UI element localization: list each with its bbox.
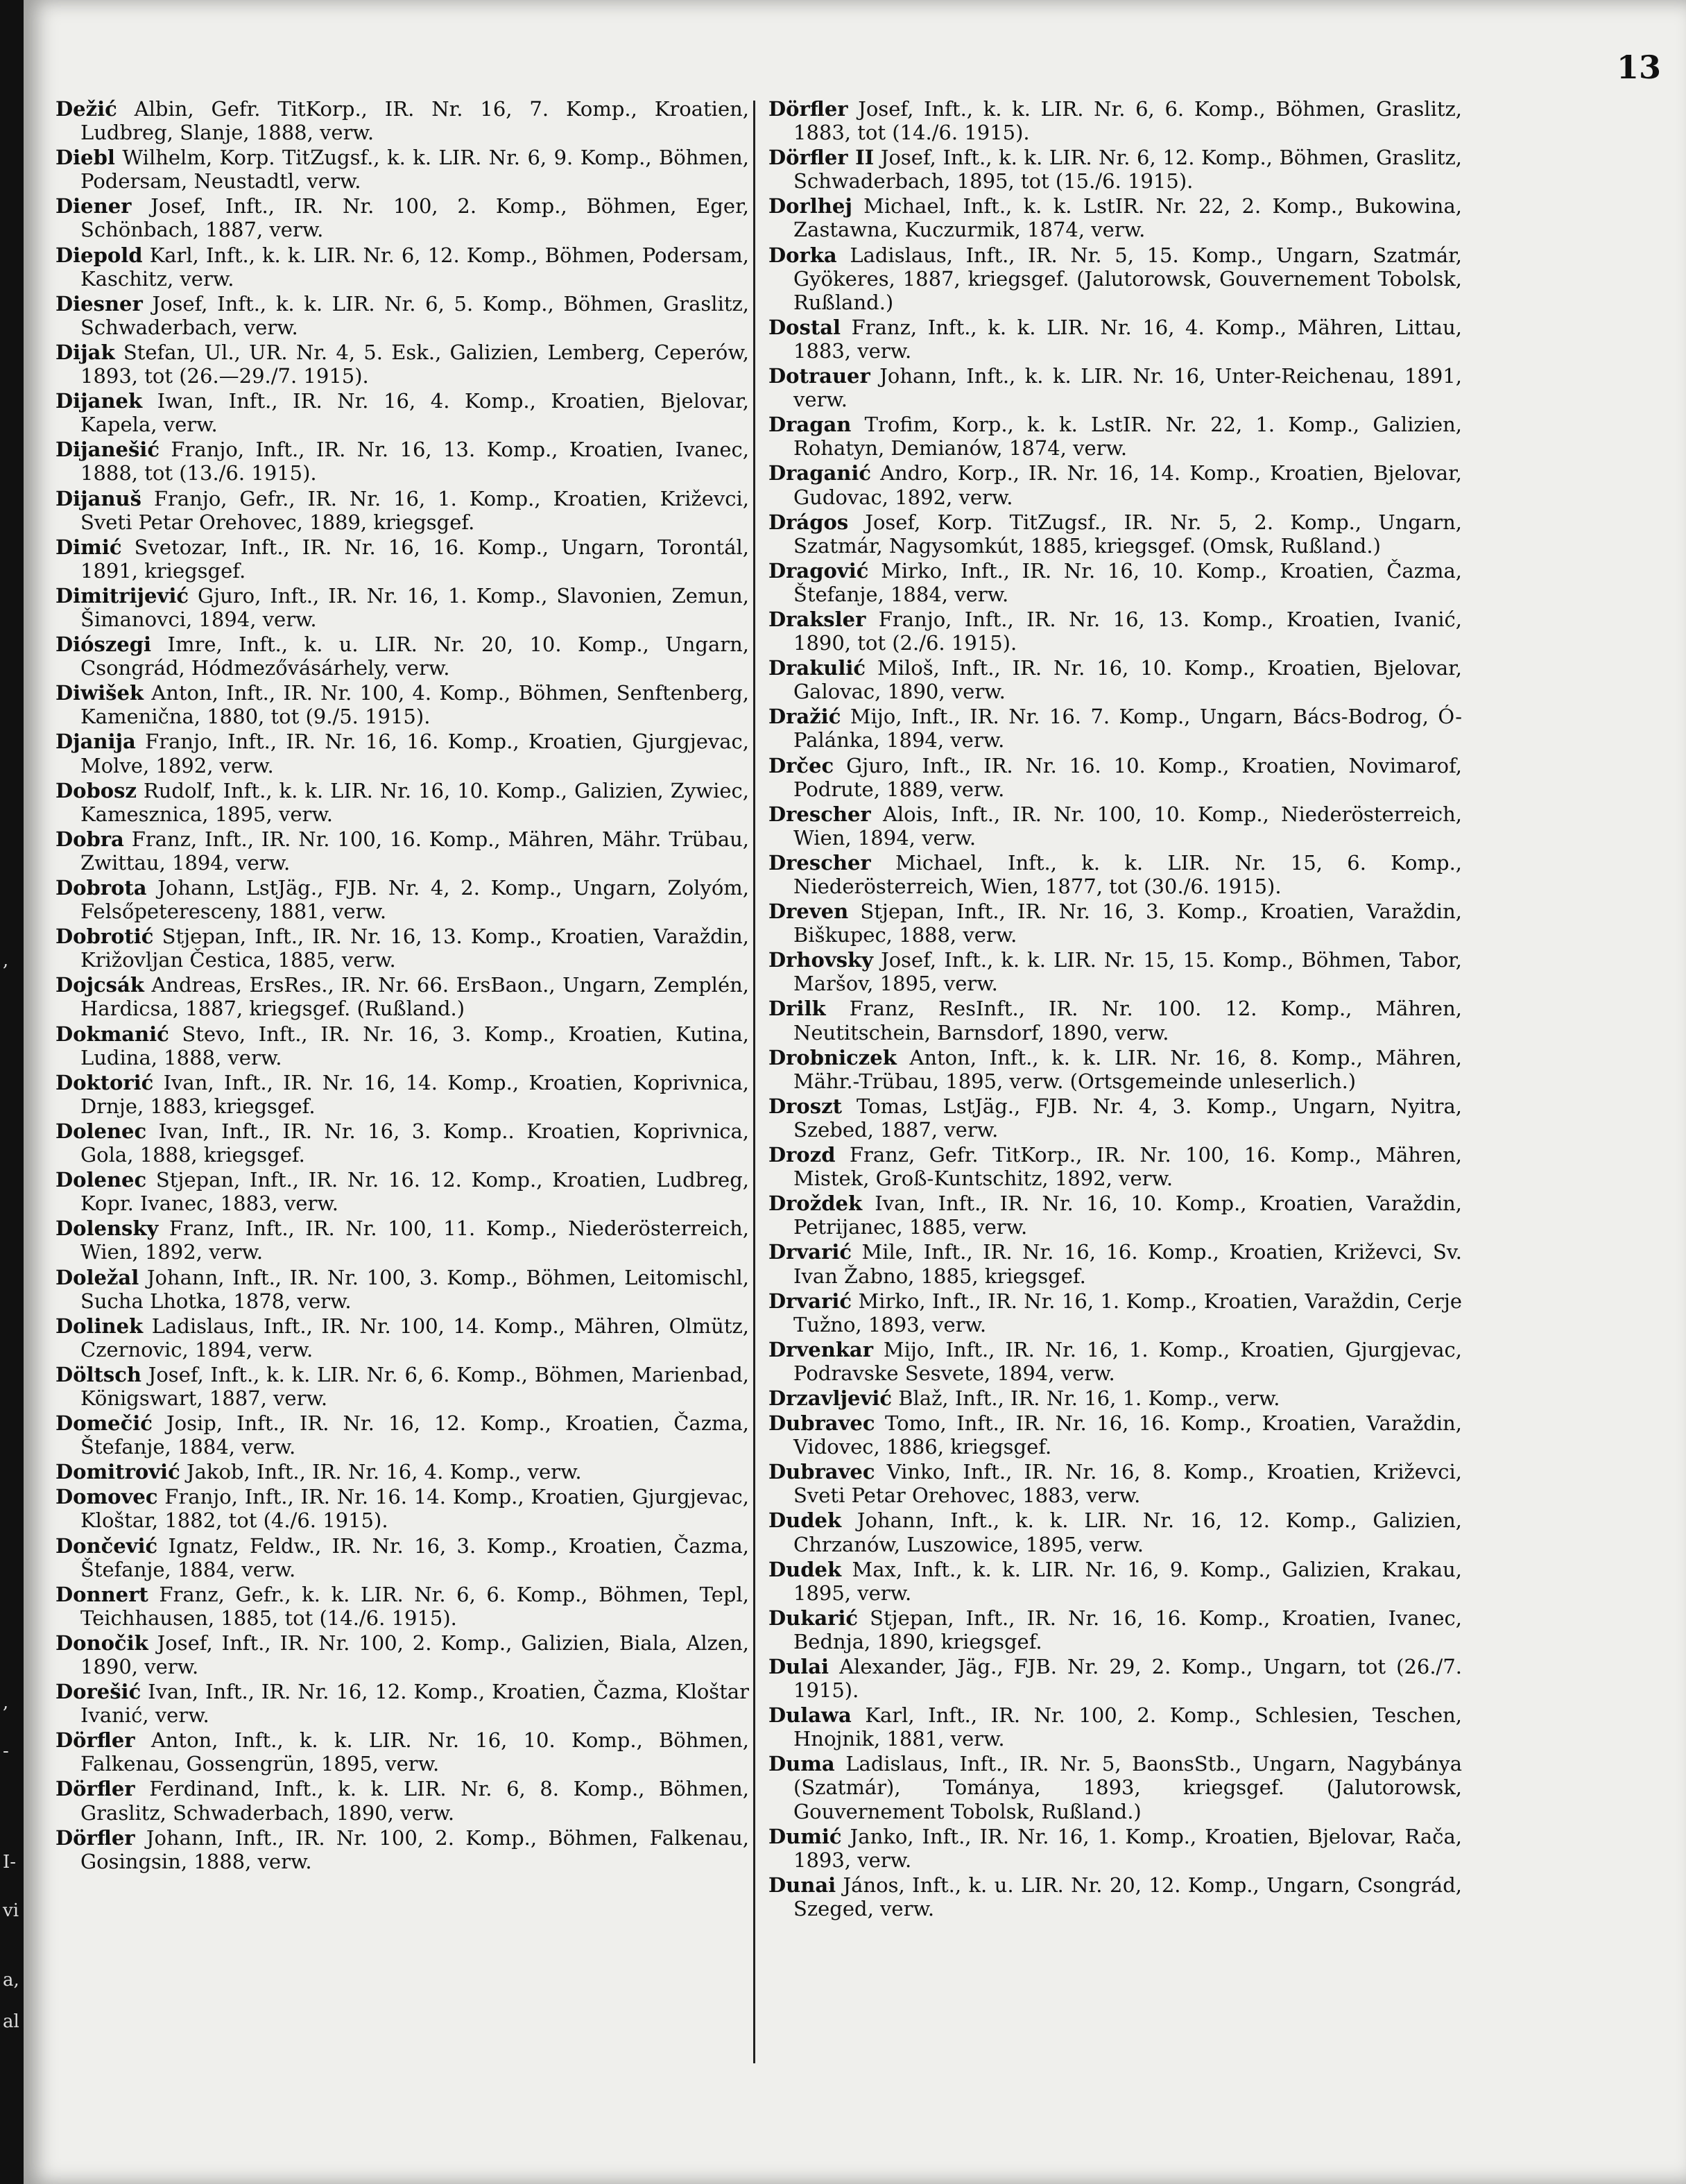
list-item: [768, 559, 1462, 606]
entry-name: Doležal: [55, 1265, 139, 1289]
page-number: 13: [1616, 49, 1661, 86]
entry-name: Donnert: [55, 1582, 148, 1606]
entry-name: Dijanuš: [55, 486, 141, 510]
entry-name: Dreven: [768, 900, 849, 924]
list-item: [768, 1655, 1462, 1702]
entry-text: Johann, Inft., IR. Nr. 100, 3. Komp., Böhmen, Leitomischl, Sucha Lhotka, 1878, verw.: [80, 1265, 749, 1313]
list-item: [768, 1606, 1462, 1653]
entry-text: Ivan, Inft., IR. Nr. 16, 14. Komp., Kroatien, Koprivnica, Drnje, 1883, kriegsgef.: [80, 1070, 749, 1118]
entry-name: Diesner: [55, 291, 143, 316]
entry-name: Dörfler: [55, 1777, 135, 1801]
list-item: [768, 1825, 1462, 1872]
list-item: [768, 1143, 1462, 1190]
list-item: [768, 1192, 1462, 1239]
entry-name: Draksler: [768, 607, 866, 631]
list-item: [55, 1534, 749, 1581]
list-item: [55, 97, 749, 144]
entry-name: Djanija: [55, 730, 136, 754]
list-item: [768, 802, 1462, 850]
entry-name: Dragović: [768, 558, 869, 583]
entry-text: Mirko, Inft., IR. Nr. 16, 10. Komp., Kroatien, Čazma, Štefanje, 1884, verw.: [793, 558, 1462, 606]
list-item: [768, 705, 1462, 752]
list-item: [768, 1289, 1462, 1336]
entry-name: Dunai: [768, 1873, 836, 1897]
list-item: [55, 1777, 749, 1824]
list-item: [768, 1094, 1462, 1142]
entry-name: Drescher: [768, 802, 871, 826]
entry-text: Tomas, LstJäg., FJB. Nr. 4, 3. Komp., Ungarn, Nyitra, Szebed, 1887, verw.: [793, 1094, 1462, 1142]
entry-text: Karl, Inft., k. k. LIR. Nr. 6, 12. Komp., Böhmen, Podersam, Kaschitz, verw.: [80, 243, 749, 291]
list-item: [768, 461, 1462, 508]
entry-text: Mile, Inft., IR. Nr. 16, 16. Komp., Kroatien, Križevci, Sv. Ivan Žabno, 1885, kriegsgef.: [793, 1240, 1463, 1288]
entry-name: Dudek: [768, 1508, 842, 1533]
entry-text: Ivan, Inft., IR. Nr. 16, 3. Komp.. Kroatien, Koprivnica, Gola, 1888, kriegsgef.: [80, 1119, 749, 1167]
entry-text: Trofim, Korp., k. k. LstIR. Nr. 22, 1. Komp., Galizien, Rohatyn, Demianów, 1874, verw.: [793, 413, 1462, 461]
list-item: [768, 194, 1462, 241]
list-item: [55, 973, 749, 1020]
list-item: [55, 341, 749, 388]
list-item: [55, 438, 749, 485]
entry-name: Dörfler: [768, 97, 848, 121]
entry-text: János, Inft., k. u. LIR. Nr. 20, 12. Komp., Ungarn, Csongrád, Szeged, verw.: [793, 1873, 1462, 1920]
list-item: [55, 389, 749, 436]
list-item: [768, 656, 1462, 703]
entry-name: Dobra: [55, 827, 124, 851]
entry-name: Doktorić: [55, 1070, 154, 1094]
entry-name: Duma: [768, 1752, 835, 1776]
entry-text: Josip, Inft., IR. Nr. 16, 12. Komp., Kroatien, Čazma, Štefanje, 1884, verw.: [80, 1411, 750, 1459]
entry-name: Diószegi: [55, 633, 152, 657]
entry-name: Domovec: [55, 1485, 158, 1509]
entry-text: Ivan, Inft., IR. Nr. 16, 10. Komp., Kroatien, Varaždin, Petrijanec, 1885, verw.: [793, 1192, 1462, 1239]
list-item: [55, 194, 749, 241]
margin-mark: ,: [3, 950, 9, 971]
entry-name: Dolenec: [55, 1168, 147, 1192]
entry-text: Franjo, Inft., IR. Nr. 16, 13. Komp., Kroatien, Ivanić, 1890, tot (2./6. 1915).: [793, 607, 1462, 655]
entry-text: Stjepan, Inft., IR. Nr. 16. 12. Komp., Kroatien, Ludbreg, Kopr. Ivanec, 1883, verw.: [80, 1168, 749, 1216]
list-item: [768, 1460, 1462, 1507]
entry-name: Dudek: [768, 1557, 842, 1581]
entry-text: Franjo, Inft., IR. Nr. 16, 13. Komp., Kroatien, Ivanec, 1888, tot (13./6. 1915).: [80, 438, 749, 485]
entry-name: Drilk: [768, 997, 826, 1021]
entry-text: Jakob, Inft., IR. Nr. 16, 4. Komp., verw.: [186, 1460, 582, 1484]
list-item: [55, 1022, 749, 1069]
list-item: [55, 779, 749, 826]
entry-name: Diebl: [55, 146, 115, 170]
list-item: [768, 851, 1462, 898]
entry-text: Iwan, Inft., IR. Nr. 16, 4. Komp., Kroatien, Bjelovar, Kapela, verw.: [80, 389, 749, 437]
list-item: [55, 925, 749, 972]
entry-text: Mijo, Inft., IR. Nr. 16, 1. Komp., Kroatien, Gjurgjevac, Podravske Sesvete, 1894, verw.: [793, 1337, 1462, 1385]
entry-text: Franjo, Inft., IR. Nr. 16, 16. Komp., Kroatien, Gjurgjevac, Molve, 1892, verw.: [80, 730, 750, 777]
entry-text: Andro, Korp., IR. Nr. 16, 14. Komp., Kroatien, Bjelovar, Gudovac, 1892, verw.: [793, 461, 1462, 509]
entry-name: Dorka: [768, 243, 837, 267]
left-column: [55, 97, 749, 1875]
margin-mark: I-: [3, 1852, 17, 1873]
list-item: [55, 1119, 749, 1167]
entry-text: Stefan, Ul., UR. Nr. 4, 5. Esk., Galizien, Lemberg, Ceperów, 1893, tot (26.—29./7. 1915).: [80, 340, 749, 388]
entry-name: Dražić: [768, 705, 841, 729]
entry-text: Karl, Inft., IR. Nr. 100, 2. Komp., Schlesien, Teschen, Hnojnik, 1881, verw.: [793, 1703, 1463, 1751]
entry-text: Josef, Inft., k. k. LIR. Nr. 15, 15. Komp., Böhmen, Tabor, Maršov, 1895, verw.: [793, 948, 1462, 996]
entry-name: Dulai: [768, 1655, 829, 1678]
list-item: [55, 1680, 749, 1727]
entry-name: Dörfler: [55, 1728, 135, 1753]
list-item: [768, 1046, 1462, 1093]
entry-text: Michael, Inft., k. k. LstIR. Nr. 22, 2. Komp., Bukowina, Zastawna, Kuczurmik, 1874, verw.: [793, 194, 1462, 242]
entry-text: Anton, Inft., k. k. LIR. Nr. 16, 8. Komp., Mähren, Mähr.-Trübau, 1895, verw. (Ortsgemeinde unleserlich.): [793, 1045, 1462, 1093]
entry-name: Domečić: [55, 1411, 153, 1436]
entry-name: Dončević: [55, 1533, 158, 1558]
entry-text: Miloš, Inft., IR. Nr. 16, 10. Komp., Kroatien, Bjelovar, Galovac, 1890, verw.: [793, 656, 1462, 704]
entry-text: Max, Inft., k. k. LIR. Nr. 16, 9. Komp., Galizien, Krakau, 1895, verw.: [793, 1557, 1462, 1605]
entry-text: Josef, Inft., k. k. LIR. Nr. 6, 6. Komp., Böhmen, Graslitz, 1883, tot (14./6. 1915).: [793, 97, 1462, 145]
list-item: [55, 1168, 749, 1215]
entry-name: Dobrotić: [55, 925, 154, 949]
entry-name: Drzavljević: [768, 1386, 893, 1410]
entry-text: Franz, Inft., IR. Nr. 100, 11. Komp., Niederösterreich, Wien, 1892, verw.: [80, 1216, 749, 1264]
list-item: [55, 1411, 749, 1459]
list-item: [55, 1363, 749, 1410]
entry-text: Blaž, Inft., IR. Nr. 16, 1. Komp., verw.: [898, 1386, 1280, 1410]
entry-name: Dörfler: [55, 1825, 135, 1850]
entry-text: Wilhelm, Korp. TitZugsf., k. k. LIR. Nr. 6, 9. Komp., Böhmen, Podersam, Neustadtl, verw.: [80, 146, 750, 194]
list-item: [55, 1728, 749, 1775]
entry-name: Dorlhej: [768, 194, 852, 218]
list-item: [768, 900, 1462, 947]
entry-text: Franz, Gefr. TitKorp., IR. Nr. 100, 16. Komp., Mähren, Mistek, Groß-Kuntschitz, 1892, verw.: [793, 1143, 1463, 1191]
entry-name: Drvarić: [768, 1240, 852, 1264]
list-item: [768, 1411, 1462, 1459]
list-item: [768, 1703, 1462, 1751]
margin-mark: -: [3, 1741, 9, 1762]
entry-name: Donočik: [55, 1631, 148, 1655]
list-item: [768, 364, 1462, 411]
list-item: [768, 97, 1462, 144]
list-item: [55, 1485, 749, 1532]
list-item: [768, 510, 1462, 558]
entry-text: Gjuro, Inft., IR. Nr. 16, 1. Komp., Slavonien, Zemun, Šimanovci, 1894, verw.: [80, 583, 749, 631]
list-item: [55, 243, 749, 291]
list-item: [768, 146, 1462, 193]
entry-name: Dimić: [55, 535, 122, 559]
margin-mark: ,: [3, 1692, 9, 1713]
entry-name: Domitrović: [55, 1460, 180, 1484]
entry-name: Dolensky: [55, 1216, 159, 1241]
entry-text: Michael, Inft., k. k. LIR. Nr. 15, 6. Komp., Niederösterreich, Wien, 1877, tot (30./6. 1915).: [793, 850, 1463, 898]
entry-text: Franz, Gefr., k. k. LIR. Nr. 6, 6. Komp., Böhmen, Tepl, Teichhausen, 1885, tot (14./6. 1915).: [80, 1582, 749, 1630]
list-item: [55, 535, 749, 583]
entry-text: Anton, Inft., k. k. LIR. Nr. 16, 10. Komp., Böhmen, Falkenau, Gossengrün, 1895, verw.: [80, 1728, 749, 1776]
list-item: [55, 1583, 749, 1630]
entry-name: Dokmanić: [55, 1022, 169, 1046]
entry-name: Döltsch: [55, 1362, 141, 1386]
list-item: [55, 1071, 749, 1118]
entry-name: Dijanešić: [55, 438, 160, 462]
entry-name: Dubravec: [768, 1460, 875, 1484]
list-item: [768, 1386, 1462, 1410]
entry-text: Stjepan, Inft., IR. Nr. 16, 13. Komp., Kroatien, Varaždin, Križovljan Čestica, 1885, verw.: [80, 925, 750, 972]
entry-text: Johann, Inft., IR. Nr. 100, 2. Komp., Böhmen, Falkenau, Gosingsin, 1888, verw.: [80, 1825, 749, 1873]
entry-name: Drágos: [768, 510, 849, 534]
entry-text: Josef, Inft., IR. Nr. 100, 2. Komp., Böhmen, Eger, Schönbach, 1887, verw.: [80, 194, 749, 242]
entry-text: Ignatz, Feldw., IR. Nr. 16, 3. Komp., Kroatien, Čazma, Štefanje, 1884, verw.: [80, 1533, 750, 1581]
entry-name: Drakulić: [768, 656, 866, 680]
list-item: [768, 608, 1462, 655]
entry-name: Droždek: [768, 1192, 863, 1216]
entry-text: Gjuro, Inft., IR. Nr. 16. 10. Komp., Kroatien, Novimarof, Podrute, 1889, verw.: [793, 753, 1462, 801]
entry-text: Ivan, Inft., IR. Nr. 16, 12. Komp., Kroatien, Čazma, Kloštar Ivanić, verw.: [80, 1680, 749, 1728]
entry-name: Diepold: [55, 243, 143, 267]
list-item: [55, 1631, 749, 1678]
list-item: [768, 1338, 1462, 1385]
entry-text: Franz, Inft., IR. Nr. 100, 16. Komp., Mähren, Mähr. Trübau, Zwittau, 1894, verw.: [80, 827, 750, 875]
entry-text: Franz, ResInft., IR. Nr. 100. 12. Komp., Mähren, Neutitschein, Barnsdorf, 1890, verw.: [793, 997, 1462, 1044]
entry-text: Johann, Inft., k. k. LIR. Nr. 16, Unter-Reichenau, 1891, verw.: [793, 364, 1462, 412]
entry-text: Mijo, Inft., IR. Nr. 16. 7. Komp., Ungarn, Bács-Bodrog, Ó-Palánka, 1894, verw.: [793, 705, 1462, 753]
entry-text: Rudolf, Inft., k. k. LIR. Nr. 16, 10. Komp., Galizien, Zywiec, Kamesznica, 1895, verw.: [80, 778, 749, 826]
list-item: [768, 413, 1462, 460]
entry-text: Johann, LstJäg., FJB. Nr. 4, 2. Komp., Ungarn, Zolyóm, Felsőpeteresceny, 1881, verw.: [80, 876, 749, 924]
entry-name: Dobrota: [55, 876, 147, 900]
list-item: [55, 1314, 749, 1361]
entry-text: Johann, Inft., k. k. LIR. Nr. 16, 12. Komp., Galizien, Chrzanów, Luszowice, 1895, verw.: [793, 1508, 1462, 1556]
list-item: [55, 876, 749, 923]
entry-text: Franz, Inft., k. k. LIR. Nr. 16, 4. Komp., Mähren, Littau, 1883, verw.: [793, 315, 1462, 363]
entry-text: Ferdinand, Inft., k. k. LIR. Nr. 6, 8. Komp., Böhmen, Graslitz, Schwaderbach, 1890, verw.: [80, 1777, 750, 1825]
entry-name: Drhovsky: [768, 948, 873, 972]
entry-text: Stjepan, Inft., IR. Nr. 16, 16. Komp., Kroatien, Ivanec, Bednja, 1890, kriegsgef.: [793, 1606, 1462, 1653]
entry-text: Tomo, Inft., IR. Nr. 16, 16. Komp., Kroatien, Varaždin, Vidovec, 1886, kriegsgef.: [793, 1411, 1462, 1459]
entry-name: Dumić: [768, 1824, 842, 1848]
margin-marks: [0, 0, 42, 2184]
entry-text: Alexander, Jäg., FJB. Nr. 29, 2. Komp., Ungarn, tot (26./7. 1915).: [793, 1655, 1462, 1703]
list-item: [768, 948, 1462, 995]
list-item: [768, 1558, 1462, 1605]
entry-name: Dörfler II: [768, 146, 875, 170]
list-item: [768, 1240, 1462, 1287]
entry-name: Dotrauer: [768, 364, 870, 388]
list-item: [55, 1216, 749, 1264]
entry-text: Vinko, Inft., IR. Nr. 16, 8. Komp., Kroatien, Križevci, Sveti Petar Orehovec, 1883, verw.: [793, 1460, 1462, 1508]
list-item: [55, 146, 749, 193]
margin-mark: a,: [3, 1970, 19, 1990]
list-item: [55, 292, 749, 339]
entry-text: Josef, Inft., k. k. LIR. Nr. 6, 12. Komp., Böhmen, Graslitz, Schwaderbach, 1895, tot (15./6. 1915).: [793, 146, 1462, 194]
entry-name: Dijanek: [55, 389, 143, 413]
entry-name: Dostal: [768, 315, 841, 339]
list-item: [768, 243, 1462, 314]
entry-name: Drčec: [768, 753, 834, 777]
entry-name: Drozd: [768, 1143, 836, 1167]
list-item: [768, 1508, 1462, 1556]
list-item: [768, 1873, 1462, 1920]
entry-name: Drescher: [768, 850, 871, 875]
entry-text: Svetozar, Inft., IR. Nr. 16, 16. Komp., Ungarn, Torontál, 1891, kriegsgef.: [80, 535, 749, 583]
entry-name: Diener: [55, 194, 132, 218]
list-item: [55, 487, 749, 534]
entry-name: Dorešić: [55, 1680, 141, 1704]
entry-name: Dimitrijević: [55, 583, 189, 608]
entry-name: Dojcsák: [55, 973, 144, 997]
list-item: [55, 584, 749, 631]
list-item: [55, 1826, 749, 1873]
list-item: [55, 730, 749, 777]
entry-name: Dulawa: [768, 1703, 852, 1728]
entry-text: Anton, Inft., IR. Nr. 100, 4. Komp., Böhmen, Senftenberg, Kamenična, 1880, tot (9./5. 1915).: [80, 681, 749, 729]
right-column: [768, 97, 1462, 1922]
entry-text: Franjo, Gefr., IR. Nr. 16, 1. Komp., Kroatien, Križevci, Sveti Petar Orehovec, 1889, kriegsgef.: [80, 486, 749, 534]
list-item: [768, 754, 1462, 801]
list-item: [55, 1460, 749, 1484]
entry-name: Dežić: [55, 97, 117, 121]
entry-text: Alois, Inft., IR. Nr. 100, 10. Komp., Niederösterreich, Wien, 1894, verw.: [793, 802, 1462, 850]
entry-text: Janko, Inft., IR. Nr. 16, 1. Komp., Kroatien, Bjelovar, Rača, 1893, verw.: [793, 1824, 1462, 1872]
list-item: [768, 997, 1462, 1044]
entry-name: Drvarić: [768, 1289, 852, 1313]
entry-text: Stevo, Inft., IR. Nr. 16, 3. Komp., Kroatien, Kutina, Ludina, 1888, verw.: [80, 1022, 749, 1069]
entry-name: Dukarić: [768, 1606, 859, 1630]
entry-text: Ladislaus, Inft., IR. Nr. 5, 15. Komp., Ungarn, Szatmár, Gyökeres, 1887, kriegsgef. (Jalutorowsk, Gouvernement Tobolsk, Rußland.): [793, 243, 1462, 314]
entry-name: Drvenkar: [768, 1337, 873, 1361]
entry-name: Dolinek: [55, 1314, 144, 1338]
entry-text: Imre, Inft., k. u. LIR. Nr. 20, 10. Komp., Ungarn, Csongrád, Hódmezővásárhely, verw.: [80, 633, 750, 680]
list-item: [55, 633, 749, 680]
entry-name: Drobniczek: [768, 1045, 897, 1069]
entry-name: Droszt: [768, 1094, 842, 1118]
list-item: [768, 316, 1462, 363]
entry-text: Franjo, Inft., IR. Nr. 16. 14. Komp., Kroatien, Gjurgjevac, Kloštar, 1882, tot (4./6. 1915).: [80, 1485, 750, 1533]
column-divider: [753, 101, 755, 2063]
entry-text: Ladislaus, Inft., IR. Nr. 100, 14. Komp., Mähren, Olmütz, Czernovic, 1894, verw.: [80, 1314, 749, 1361]
entry-name: Dubravec: [768, 1411, 875, 1436]
list-item: [55, 681, 749, 728]
entry-text: Albin, Gefr. TitKorp., IR. Nr. 16, 7. Komp., Kroatien, Ludbreg, Slanje, 1888, verw.: [80, 97, 750, 145]
entry-name: Diwišek: [55, 681, 144, 705]
list-item: [768, 1752, 1462, 1823]
entry-text: Josef, Inft., IR. Nr. 100, 2. Komp., Galizien, Biala, Alzen, 1890, verw.: [80, 1631, 749, 1678]
entry-text: Josef, Inft., k. k. LIR. Nr. 6, 6. Komp., Böhmen, Marienbad, Königswart, 1887, verw.: [80, 1362, 750, 1410]
margin-mark: vi: [3, 1900, 19, 1921]
entry-text: Stjepan, Inft., IR. Nr. 16, 3. Komp., Kroatien, Varaždin, Biškupec, 1888, verw.: [793, 900, 1462, 947]
entry-name: Dragan: [768, 413, 852, 437]
entry-name: Dobosz: [55, 778, 137, 802]
entry-name: Dijak: [55, 340, 115, 364]
margin-mark: al: [3, 2011, 19, 2032]
list-item: [55, 827, 749, 875]
entry-name: Draganić: [768, 461, 872, 485]
entry-text: Mirko, Inft., IR. Nr. 16, 1. Komp., Kroatien, Varaždin, Cerje Tužno, 1893, verw.: [793, 1289, 1462, 1336]
entry-text: Josef, Korp. TitZugsf., IR. Nr. 5, 2. Komp., Ungarn, Szatmár, Nagysomkút, 1885, kriegsgef. (Omsk, Rußland.): [793, 510, 1462, 558]
list-item: [55, 1266, 749, 1313]
entry-text: Andreas, ErsRes., IR. Nr. 66. ErsBaon., Ungarn, Zemplén, Hardicsa, 1887, kriegsgef. (Rußland.): [80, 973, 750, 1021]
entry-name: Dolenec: [55, 1119, 147, 1143]
entry-text: Josef, Inft., k. k. LIR. Nr. 6, 5. Komp., Böhmen, Graslitz, Schwaderbach, verw.: [80, 291, 749, 339]
entry-text: Ladislaus, Inft., IR. Nr. 5, BaonsStb., Ungarn, Nagybánya (Szatmár), Tománya, 1893, kriegsgef. (Jalutorowsk, Gouvernement Tobolsk, Rußland.): [793, 1752, 1462, 1823]
